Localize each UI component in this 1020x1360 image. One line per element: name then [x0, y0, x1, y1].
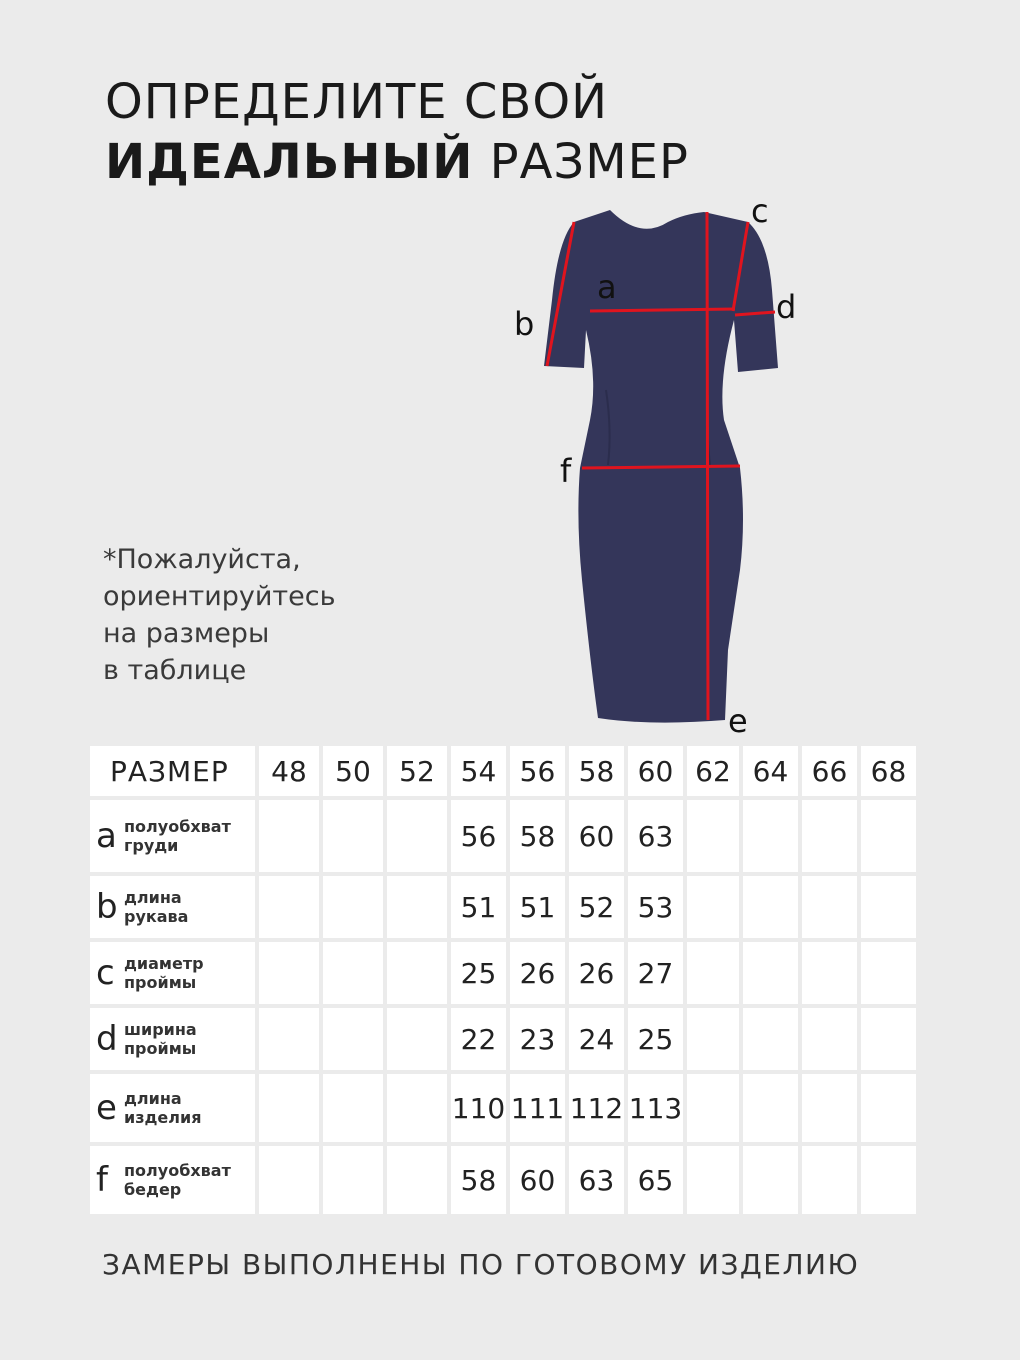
table-cell [802, 876, 857, 938]
table-cell [687, 1074, 739, 1142]
table-cell [861, 942, 916, 1004]
table-cell: 111 [510, 1074, 565, 1142]
measure-line-a [590, 309, 735, 311]
table-cell [687, 942, 739, 1004]
header-size-52: 52 [387, 746, 447, 796]
row-label-content [90, 888, 255, 926]
table-cell: 60 [569, 800, 624, 872]
table-cell [323, 1074, 383, 1142]
header-size-58: 58 [569, 746, 624, 796]
row-description-line: диаметр [124, 954, 204, 973]
table-cell: 24 [569, 1008, 624, 1070]
table-cell [323, 800, 383, 872]
table-cell [743, 1146, 798, 1214]
dress-illustration [500, 195, 800, 745]
note-line: на размеры [103, 618, 270, 649]
row-letter: c [96, 953, 115, 993]
table-row [90, 1008, 916, 1070]
header-size-62: 62 [687, 746, 739, 796]
row-description-line: ширина [124, 1020, 197, 1039]
row-letter: f [96, 1160, 108, 1200]
table-cell [323, 942, 383, 1004]
header-size-60: 60 [628, 746, 683, 796]
row-letter: e [96, 1088, 117, 1128]
table-cell [687, 876, 739, 938]
label-a: a [597, 268, 617, 306]
row-description [124, 817, 231, 855]
table-cell [387, 876, 447, 938]
table-cell: 25 [628, 1008, 683, 1070]
note-line: *Пожалуйста, [103, 544, 301, 575]
table-cell [687, 800, 739, 872]
table-cell: 63 [628, 800, 683, 872]
table-cell [259, 1146, 319, 1214]
row-description [124, 1089, 201, 1127]
footer-note: ЗАМЕРЫ ВЫПОЛНЕНЫ ПО ГОТОВОМУ ИЗДЕЛИЮ [102, 1248, 860, 1281]
table-cell: 60 [510, 1146, 565, 1214]
table-header-row [90, 746, 916, 796]
table-cell: 27 [628, 942, 683, 1004]
table-cell [802, 1008, 857, 1070]
table-cell: 65 [628, 1146, 683, 1214]
row-label-content [90, 817, 255, 855]
row-description-line: длина [124, 1089, 182, 1108]
table-cell: 112 [569, 1074, 624, 1142]
row-label [90, 1146, 255, 1214]
table-cell [687, 1008, 739, 1070]
table-cell: 23 [510, 1008, 565, 1070]
table-cell [743, 1074, 798, 1142]
table-cell [259, 1008, 319, 1070]
row-label [90, 1074, 255, 1142]
label-d: d [776, 288, 797, 326]
table-cell: 25 [451, 942, 506, 1004]
table-cell [802, 942, 857, 1004]
title-rest: РАЗМЕР [473, 134, 689, 190]
row-description [124, 1161, 231, 1199]
table-cell [743, 800, 798, 872]
table-cell: 110 [451, 1074, 506, 1142]
row-label-content [90, 1089, 255, 1127]
table-cell [687, 1146, 739, 1214]
note-line: в таблице [103, 655, 247, 686]
table-row [90, 876, 916, 938]
header-size-54: 54 [451, 746, 506, 796]
table-cell [387, 1008, 447, 1070]
row-description [124, 1020, 197, 1058]
table-cell: 58 [451, 1146, 506, 1214]
row-description-line: полуобхват [124, 817, 231, 836]
row-label [90, 876, 255, 938]
row-description-line: бедер [124, 1180, 182, 1199]
table-row [90, 942, 916, 1004]
row-description-line: изделия [124, 1108, 202, 1127]
header-size-66: 66 [802, 746, 857, 796]
table-cell [387, 942, 447, 1004]
title-bold-word: ИДЕАЛЬНЫЙ [105, 134, 474, 190]
table-cell [802, 1146, 857, 1214]
table-cell [259, 1074, 319, 1142]
table-cell [387, 1074, 447, 1142]
row-description-line: груди [124, 836, 179, 855]
table-cell [259, 800, 319, 872]
row-label [90, 1008, 255, 1070]
row-description-line: длина [124, 888, 182, 907]
header-size-50: 50 [323, 746, 383, 796]
table-cell: 53 [628, 876, 683, 938]
table-cell [861, 1074, 916, 1142]
row-label [90, 800, 255, 872]
table-cell: 26 [569, 942, 624, 1004]
row-letter: d [96, 1019, 118, 1059]
row-letter: a [96, 816, 117, 856]
row-description [124, 954, 204, 992]
table-cell [802, 1074, 857, 1142]
header-size-56: 56 [510, 746, 565, 796]
label-f: f [560, 452, 572, 490]
table-cell [387, 1146, 447, 1214]
table-cell [743, 942, 798, 1004]
table-cell: 56 [451, 800, 506, 872]
row-label [90, 942, 255, 1004]
table-row [90, 1074, 916, 1142]
note-line: ориентируйтесь [103, 581, 336, 612]
table-cell [861, 800, 916, 872]
row-description-line: проймы [124, 1039, 197, 1058]
label-c: c [751, 195, 769, 230]
size-note [103, 541, 336, 689]
page-title [105, 72, 689, 192]
table-cell: 51 [510, 876, 565, 938]
header-size-label: РАЗМЕР [90, 746, 255, 796]
table-cell: 113 [628, 1074, 683, 1142]
table-cell [861, 1008, 916, 1070]
row-description [124, 888, 188, 926]
row-description-line: рукава [124, 907, 189, 926]
measure-line-f [582, 466, 740, 468]
table-cell [861, 876, 916, 938]
header-size-64: 64 [743, 746, 798, 796]
table-row [90, 800, 916, 872]
table-cell [323, 1146, 383, 1214]
table-cell [743, 876, 798, 938]
table-cell: 26 [510, 942, 565, 1004]
row-label-content [90, 1020, 255, 1058]
title-line-1: ОПРЕДЕЛИТЕ СВОЙ [105, 74, 609, 130]
table-row [90, 1146, 916, 1214]
row-letter: b [96, 887, 118, 927]
table-cell: 51 [451, 876, 506, 938]
label-e: e [728, 702, 748, 740]
table-cell [802, 800, 857, 872]
table-cell [743, 1008, 798, 1070]
row-label-content [90, 1161, 255, 1199]
table-cell [861, 1146, 916, 1214]
title-line-2 [105, 132, 689, 192]
table-cell [323, 876, 383, 938]
size-table [86, 742, 920, 1218]
row-label-content [90, 954, 255, 992]
table-cell [323, 1008, 383, 1070]
table-cell: 58 [510, 800, 565, 872]
table-cell [259, 876, 319, 938]
table-cell: 52 [569, 876, 624, 938]
header-size-68: 68 [861, 746, 916, 796]
row-description-line: проймы [124, 973, 197, 992]
table-cell: 63 [569, 1146, 624, 1214]
header-size-48: 48 [259, 746, 319, 796]
table-cell [387, 800, 447, 872]
row-description-line: полуобхват [124, 1161, 231, 1180]
label-b: b [514, 305, 535, 343]
table-cell [259, 942, 319, 1004]
table-cell: 22 [451, 1008, 506, 1070]
